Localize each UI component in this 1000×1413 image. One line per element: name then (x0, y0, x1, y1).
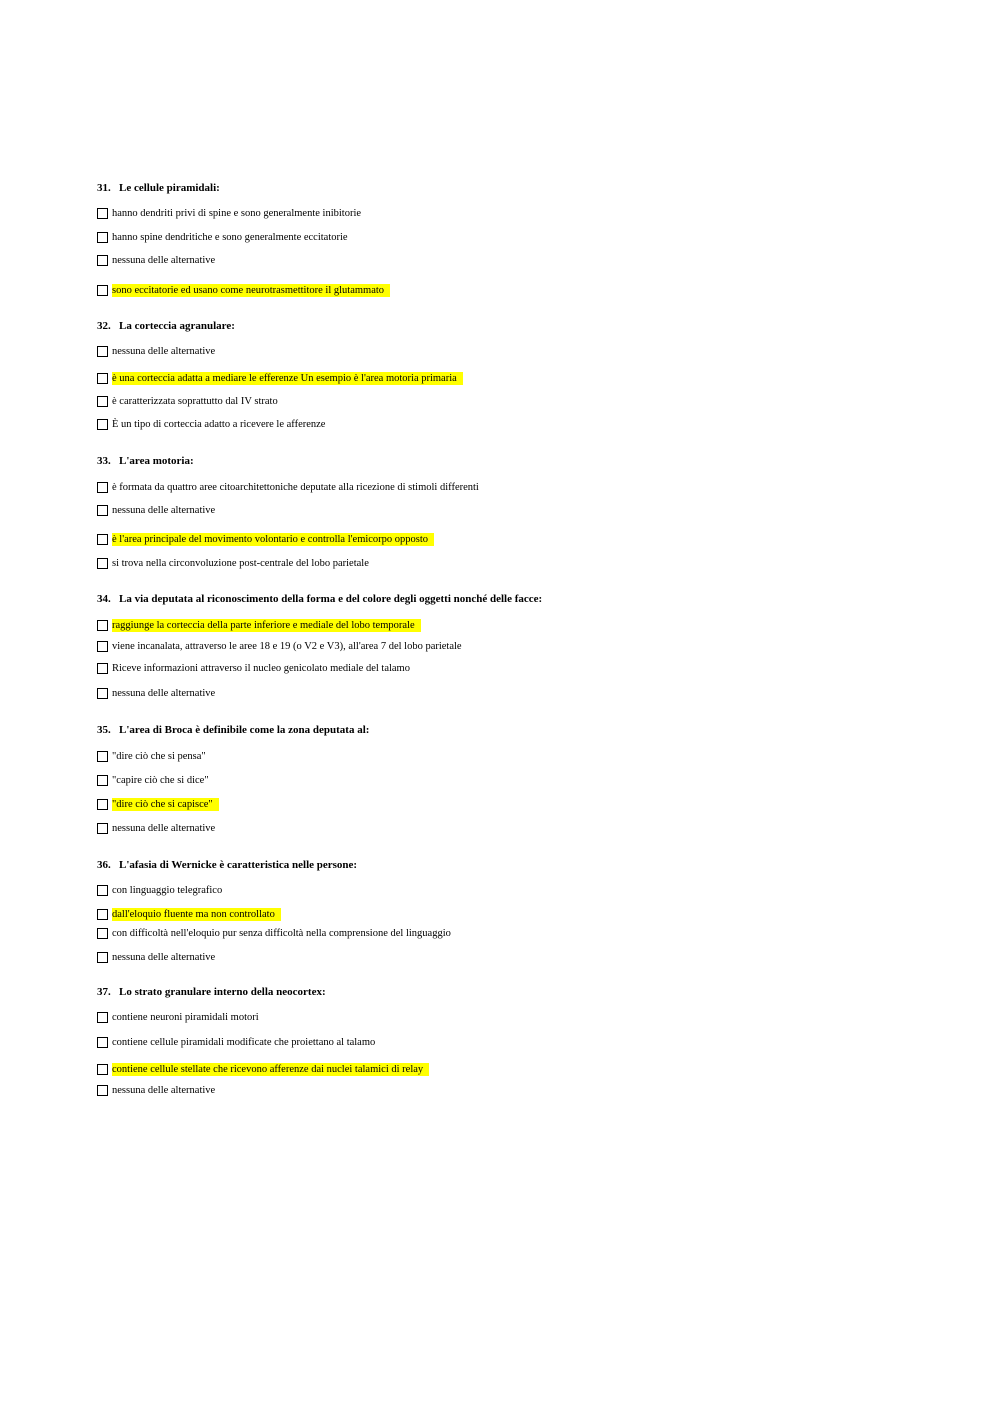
checkbox-icon[interactable] (97, 419, 108, 430)
checkbox-icon[interactable] (97, 208, 108, 219)
checkbox-icon[interactable] (97, 1037, 108, 1048)
question-number: 35. (97, 724, 111, 736)
checkbox-icon[interactable] (97, 346, 108, 357)
answer-option-label: nessuna delle alternative (112, 822, 216, 834)
answer-option[interactable] (97, 394, 278, 408)
answer-option[interactable] (97, 532, 434, 546)
answer-option[interactable] (97, 480, 479, 494)
answer-option[interactable] (97, 283, 390, 297)
checkbox-icon[interactable] (97, 1064, 108, 1075)
answer-option-label: con linguaggio telegrafico (112, 884, 223, 896)
checkbox-icon[interactable] (97, 1085, 108, 1096)
checkbox-icon[interactable] (97, 285, 108, 296)
answer-option-label: hanno spine dendritiche e sono generalmente eccitatorie (112, 231, 348, 243)
question-text: L'afasia di Wernicke è caratteristica nelle persone: (119, 859, 358, 871)
answer-option-label: nessuna delle alternative (112, 345, 216, 357)
question-6 (97, 859, 357, 871)
answer-option[interactable] (97, 503, 215, 517)
answer-option[interactable] (97, 821, 215, 835)
question-text: L'area di Broca è definibile come la zona deputata al: (119, 724, 370, 736)
question-text: L'area motoria: (119, 455, 194, 467)
question-7 (97, 986, 326, 998)
answer-option[interactable] (97, 907, 281, 921)
checkbox-icon[interactable] (97, 688, 108, 699)
answer-option[interactable] (97, 661, 410, 675)
checkbox-icon[interactable] (97, 558, 108, 569)
answer-option[interactable] (97, 1083, 215, 1097)
answer-option-label: dall'eloquio fluente ma non controllato (112, 908, 281, 921)
answer-option-label: è l'area principale del movimento volontario e controlla l'emicorpo opposto (112, 533, 434, 546)
checkbox-icon[interactable] (97, 641, 108, 652)
answer-option-label: Riceve informazioni attraverso il nucleo genicolato mediale del talamo (112, 662, 410, 674)
checkbox-icon[interactable] (97, 232, 108, 243)
answer-option-label: È un tipo di corteccia adatto a ricevere le afferenze (112, 418, 326, 430)
checkbox-icon[interactable] (97, 396, 108, 407)
checkbox-icon[interactable] (97, 823, 108, 834)
answer-option[interactable] (97, 1035, 375, 1049)
answer-option-label: "dire ciò che si capisce" (112, 798, 219, 811)
answer-option-label: con difficoltà nell'eloquio pur senza difficoltà nella comprensione del linguaggio (112, 927, 451, 939)
question-1 (97, 182, 220, 194)
question-5 (97, 724, 369, 736)
answer-option[interactable] (97, 950, 215, 964)
checkbox-icon[interactable] (97, 663, 108, 674)
answer-option-label: hanno dendriti privi di spine e sono generalmente inibitorie (112, 207, 362, 219)
question-2 (97, 320, 235, 332)
answer-option[interactable] (97, 1010, 259, 1024)
question-text: Le cellule piramidali: (119, 182, 220, 194)
checkbox-icon[interactable] (97, 482, 108, 493)
answer-option[interactable] (97, 206, 361, 220)
question-number: 32. (97, 320, 111, 332)
question-4 (97, 593, 542, 605)
checkbox-icon[interactable] (97, 928, 108, 939)
answer-option-label: è caratterizzata soprattutto dal IV strato (112, 395, 278, 407)
answer-option-label: contiene cellule stellate che ricevono afferenze dai nuclei talamici di relay (112, 1063, 429, 1076)
answer-option[interactable] (97, 230, 348, 244)
question-number: 36. (97, 859, 111, 871)
answer-option-label: nessuna delle alternative (112, 1084, 216, 1096)
checkbox-icon[interactable] (97, 620, 108, 631)
question-text: La via deputata al riconoscimento della forma e del colore degli oggetti nonché delle facce: (119, 593, 543, 605)
answer-option[interactable] (97, 749, 206, 763)
answer-option[interactable] (97, 686, 215, 700)
answer-option-label: contiene cellule piramidali modificate che proiettano al talamo (112, 1036, 376, 1048)
checkbox-icon[interactable] (97, 534, 108, 545)
question-number: 33. (97, 455, 111, 467)
answer-option[interactable] (97, 773, 209, 787)
checkbox-icon[interactable] (97, 751, 108, 762)
answer-option-label: sono eccitatorie ed usano come neurotrasmettitore il glutammato (112, 284, 390, 297)
answer-option-label: raggiunge la corteccia della parte inferiore e mediale del lobo temporale (112, 619, 421, 632)
checkbox-icon[interactable] (97, 885, 108, 896)
answer-option[interactable] (97, 883, 222, 897)
answer-option-label: si trova nella circonvoluzione post-centrale del lobo parietale (112, 557, 369, 569)
answer-option-label: viene incanalata, attraverso le aree 18 e 19 (o V2 e V3), all'area 7 del lobo parietale (112, 640, 462, 652)
answer-option-label: "dire ciò che si pensa" (112, 750, 206, 762)
answer-option[interactable] (97, 797, 219, 811)
answer-option-label: è formata da quattro aree citoarchitettoniche deputate alla ricezione di stimoli differenti (112, 481, 479, 493)
answer-option-label: nessuna delle alternative (112, 687, 216, 699)
question-text: Lo strato granulare interno della neocortex: (119, 986, 326, 998)
answer-option-label: è una corteccia adatta a mediare le efferenze Un esempio è l'area motoria primaria (112, 372, 463, 385)
checkbox-icon[interactable] (97, 799, 108, 810)
answer-option[interactable] (97, 344, 215, 358)
answer-option[interactable] (97, 926, 451, 940)
checkbox-icon[interactable] (97, 1012, 108, 1023)
answer-option[interactable] (97, 639, 462, 653)
checkbox-icon[interactable] (97, 505, 108, 516)
answer-option[interactable] (97, 618, 421, 632)
answer-option-label: nessuna delle alternative (112, 504, 216, 516)
question-number: 31. (97, 182, 111, 194)
answer-option[interactable] (97, 417, 325, 431)
checkbox-icon[interactable] (97, 373, 108, 384)
question-text: La corteccia agranulare: (119, 320, 235, 332)
answer-option[interactable] (97, 1062, 429, 1076)
answer-option-label: nessuna delle alternative (112, 254, 216, 266)
answer-option[interactable] (97, 556, 369, 570)
answer-option-label: "capire ciò che si dice" (112, 774, 209, 786)
question-3 (97, 455, 194, 467)
answer-option-label: nessuna delle alternative (112, 951, 216, 963)
checkbox-icon[interactable] (97, 255, 108, 266)
answer-option[interactable] (97, 371, 463, 385)
checkbox-icon[interactable] (97, 775, 108, 786)
checkbox-icon[interactable] (97, 952, 108, 963)
checkbox-icon[interactable] (97, 909, 108, 920)
answer-option-label: contiene neuroni piramidali motori (112, 1011, 259, 1023)
question-number: 34. (97, 593, 111, 605)
answer-option[interactable] (97, 253, 215, 267)
question-number: 37. (97, 986, 111, 998)
